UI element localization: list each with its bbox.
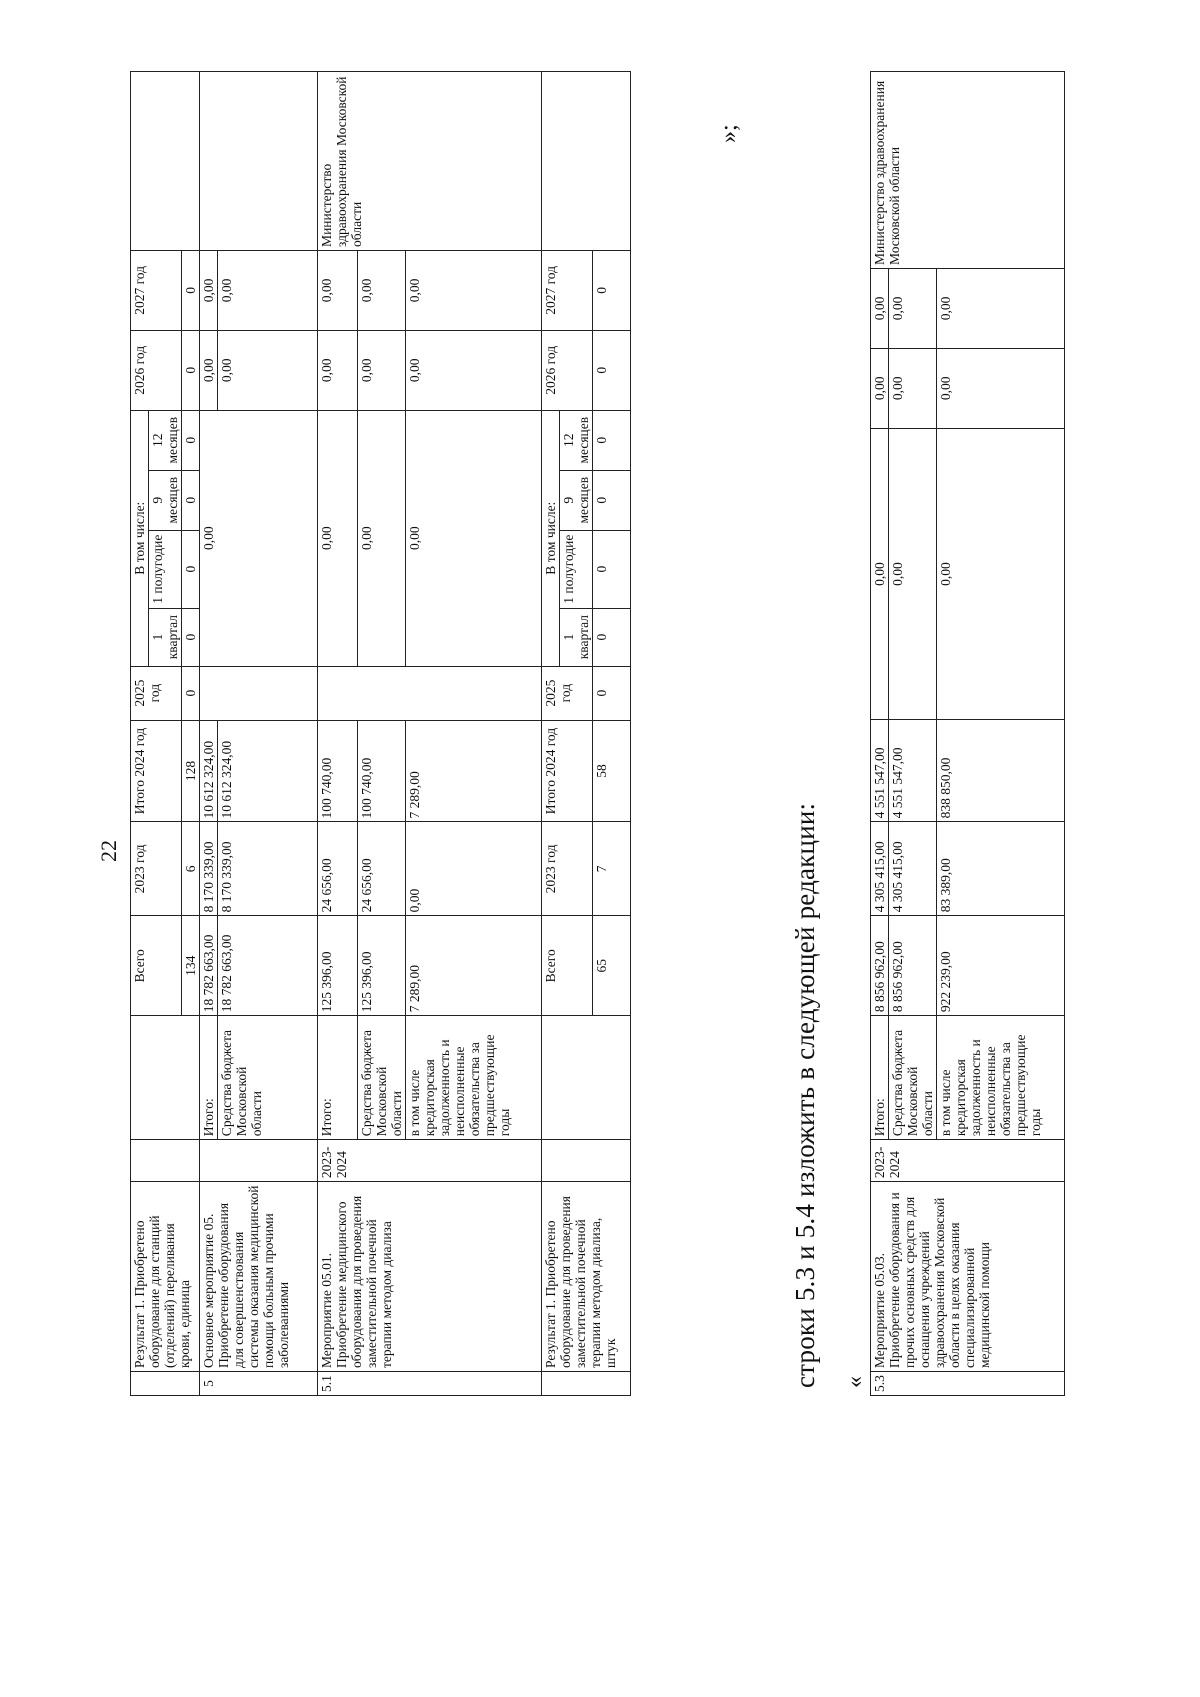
- hdr-itogo2024: Итого 2024 год: [131, 720, 182, 822]
- hdr-total: Всего: [131, 916, 182, 1016]
- res1-9m: 0: [182, 470, 200, 530]
- close-quote: »;: [716, 124, 742, 143]
- table-row: в том числе кредиторская задолженность и неисполненные обязательства за предшествующие годы 922 239,00 83 389,00 838 850,00 0,00 0,00 0,00: [937, 72, 1065, 1396]
- table-row: в том числе кредиторская задолженность и неисполненные обязательства за предшествующие годы 7 289,00 0,00 7 289,00 0,00 0,00 0,00: [406, 72, 542, 1396]
- result51-label: Результат 1. Приобретено оборудование для проведения заместительной почечной терапии методом диализа, штук: [542, 1182, 631, 1372]
- hdr-2023: 2023 год: [131, 822, 182, 916]
- table-row: 5.3 Мероприятие 05.03. Приобретение оборудования и прочих основных средств для оснащения учреждений здравоохранения Московской области в целях оказания специализированной медицинской помощи 2023-2024 Итого: 8 856 962,00 4 305 415,00 4 551 547,00 0,00 0,00 0,00 Министерство здравоохранения Московской области: [871, 72, 889, 1396]
- executor-bottom: Министерство здравоохранения Московской области: [871, 72, 1065, 269]
- hdr-including: В том числе:: [131, 410, 149, 666]
- hdr-2026: 2026 год: [131, 330, 182, 410]
- table-row: Результат 1. Приобретено оборудование для проведения заместительной почечной терапии методом диализа, штук Всего 2023 год Итого 2024 год 2025 год В том числе: 2026 год 2027 год: [542, 72, 560, 1396]
- res1-2024: 128: [182, 720, 200, 822]
- hdr-2027: 2027 год: [131, 250, 182, 330]
- bottom-table: [870, 71, 1065, 1396]
- res1-2026: 0: [182, 330, 200, 410]
- res1-h1: 0: [182, 530, 200, 608]
- rotated-content: [90, 68, 1110, 1628]
- res1-12m: 0: [182, 410, 200, 470]
- result1-label: Результат 1. Приобретено оборудование для станций (отделений) переливания крови, единица: [131, 1182, 200, 1372]
- res1-2027: 0: [182, 250, 200, 330]
- res1-2025: 0: [182, 666, 200, 720]
- hdr-h1: 1 полугодие: [149, 530, 182, 608]
- open-quote: «: [842, 1376, 868, 1388]
- top-table: Результат 1. Приобретено оборудование для станций (отделений) переливания крови, единица Всего 2023 год Итого 2024 год 2025 год В том числе: 2026 год 2027 год 1 квартал 1 полугодие 9 месяцев 12 месяцев 134 6 128 0 0 0 0 0 0 0 5 Основное мероприятие 05. Приобретение оборудования для совершенствования системы оказания медицинской помощи больным прочими заболеваниями Итого: 18 782 663,00 8 170 339,00 10 612 324,00 0,00 0,00 0,00 Средства бюджета Московской области 18 782 663,00 8 170 339,00 10 612 324,00 0,00 0,00 5.1 Мероприятие 05.01. Приобретение медицинского оборудования для проведения заместительной почечной терапии методом диализа 2023-2024 Итого: 125 396,00 24 656,00 100 740,00 0,00 0,00 0,00 Министерство здравоохранения Московской области Средства бюджета Московской области 125 396,00 24 656,00 100 740,00 0,00 0,00 0,00 в том числе кредиторская задолженность и неисполненные обязательства за предшествующие годы 7 289,00 0,00 7 289,00 0,00 0,00 0,00 Результат 1. Приобретено оборудование для проведения заместительной почечной терапии методом диализа, штук Всего 2023 год Итого 2024 год 2025 год В том числе: 2026 год 2027 год 1 квартал 1 полугодие 9 месяцев 12 месяцев 65 7 58 0 0 0 0 0 0 0: [130, 71, 631, 1396]
- executor: Министерство здравоохранения Московской области: [318, 72, 542, 251]
- row5-name: Основное мероприятие 05. Приобретение оборудования для совершенствования системы оказания медицинской помощи больным прочими заболеваниями: [200, 1182, 318, 1372]
- table-row: Средства бюджета Московской области 8 856 962,00 4 305 415,00 4 551 547,00 0,00 0,00 0,00: [889, 72, 937, 1396]
- instruction-phrase: строки 5.3 и 5.4 изложить в следующей редакции:: [790, 802, 820, 1388]
- hdr-12m: 12 месяцев: [149, 410, 182, 470]
- res1-2023: 6: [182, 822, 200, 916]
- row51-name: Мероприятие 05.01. Приобретение медицинского оборудования для проведения заместительной почечной терапии методом диализа: [318, 1182, 542, 1372]
- table-row: 5 Основное мероприятие 05. Приобретение оборудования для совершенствования системы оказания медицинской помощи больным прочими заболеваниями Итого: 18 782 663,00 8 170 339,00 10 612 324,00 0,00 0,00 0,00: [200, 72, 218, 1396]
- hdr-2025: 2025 год: [131, 666, 182, 720]
- page-number: 22: [96, 840, 121, 862]
- row53-name: Мероприятие 05.03. Приобретение оборудования и прочих основных средств для оснащения учреждений здравоохранения Московской области в целях оказания специализированной медицинской помощи: [871, 1182, 1065, 1372]
- table-row: Средства бюджета Московской области 125 396,00 24 656,00 100 740,00 0,00 0,00 0,00: [358, 72, 406, 1396]
- res1-q1: 0: [182, 608, 200, 666]
- hdr-9m: 9 месяцев: [149, 470, 182, 530]
- res1-total: 134: [182, 916, 200, 1016]
- hdr-q1: 1 квартал: [149, 608, 182, 666]
- table-row: 5.1 Мероприятие 05.01. Приобретение медицинского оборудования для проведения заместительной почечной терапии методом диализа 2023-2024 Итого: 125 396,00 24 656,00 100 740,00 0,00 0,00 0,00 Министерство здравоохранения Московской области: [318, 72, 358, 1396]
- table-row: Средства бюджета Московской области 18 782 663,00 8 170 339,00 10 612 324,00 0,00 0,00: [218, 72, 318, 1396]
